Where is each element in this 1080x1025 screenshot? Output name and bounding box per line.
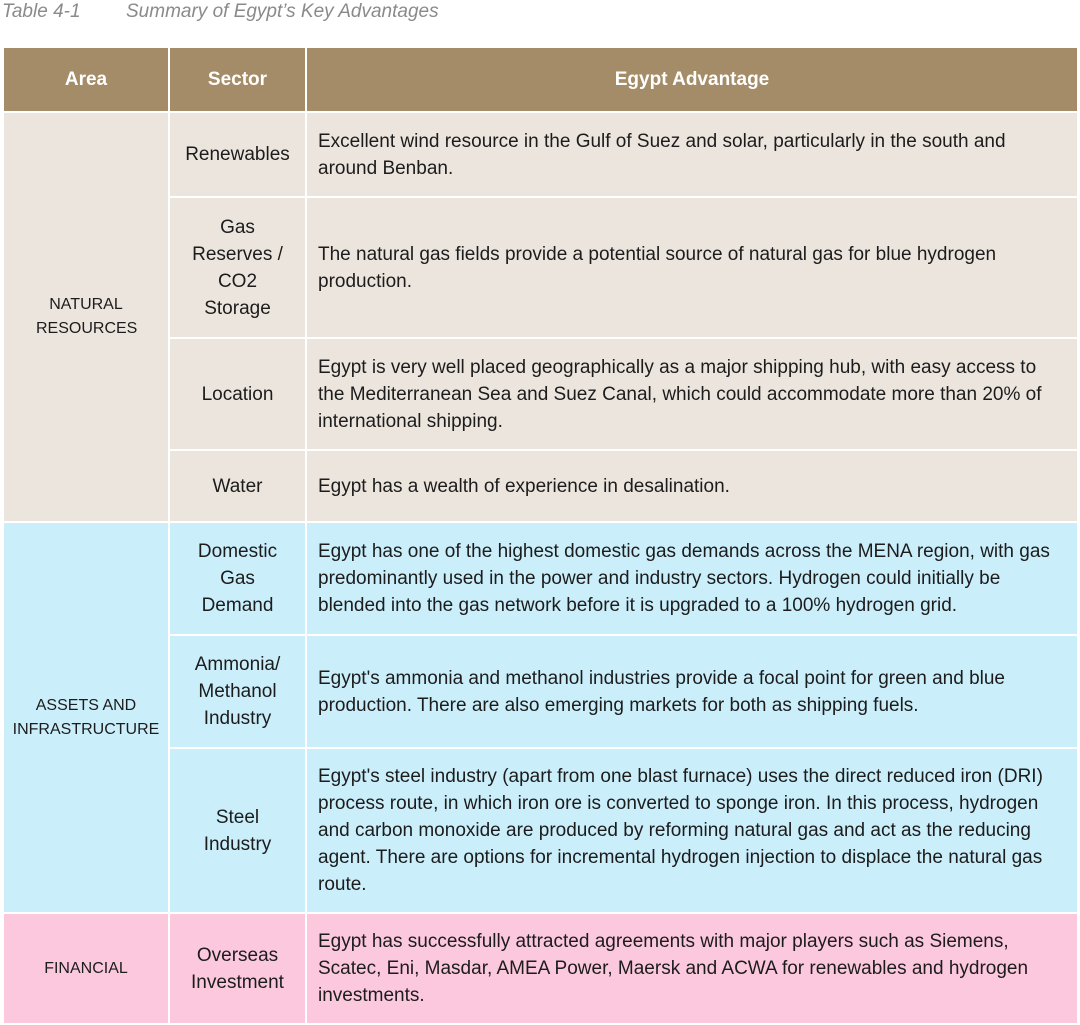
advantage-cell xyxy=(306,112,1078,197)
advantage-cell xyxy=(306,635,1078,748)
advantage-text: Egypt has one of the highest domestic gas demands across the MENA region, with gas predominantly used in the power and industry sectors. Hydrogen could initially be blended into the gas network before it is upgraded to a 100% hydrogen grid. xyxy=(318,541,1050,616)
header-advantage: Egypt Advantage xyxy=(306,47,1078,112)
table-row xyxy=(3,112,1078,197)
sector-cell xyxy=(169,748,306,913)
table-title: Summary of Egypt’s Key Advantages xyxy=(126,1,439,22)
sector-cell xyxy=(169,913,306,1024)
advantage-text: Egypt has successfully attracted agreements with major players such as Siemens, Scatec, Eni, Masdar, AMEA Power, Maersk and ACWA for renewables and hydrogen investments. xyxy=(318,931,1029,1006)
area-financial xyxy=(3,913,169,1024)
advantage-text: Egypt's ammonia and methanol industries provide a focal point for green and blue production. There are also emerging markets for both as shipping fuels. xyxy=(318,667,1005,716)
sector-label: Gas Reserves / CO2 Storage xyxy=(192,216,283,319)
advantage-cell xyxy=(306,338,1078,450)
area-label: ASSETS AND INFRASTRUCTURE xyxy=(12,696,160,738)
table-number: Table 4-1 xyxy=(2,1,81,22)
sector-label: Ammonia/ Methanol Industry xyxy=(194,654,281,729)
advantage-text: Egypt has a wealth of experience in desalination. xyxy=(318,475,730,497)
table-row xyxy=(3,913,1078,1024)
advantages-table xyxy=(2,46,1079,1025)
sector-cell xyxy=(169,450,306,522)
area-label: NATURAL RESOURCES xyxy=(36,296,138,337)
area-label: FINANCIAL xyxy=(44,959,128,977)
sector-label: Water xyxy=(212,475,263,497)
table-row xyxy=(3,522,1078,635)
advantage-text: Egypt's steel industry (apart from one blast furnace) uses the direct reduced iron (DRI) process route, in which iron ore is converted to sponge iron. In this process, hydrogen and carbon monoxide are produced by reforming natural gas and act as the reducing agent. There are options for incremental hydrogen injection to displace the natural gas route. xyxy=(318,766,1043,895)
sector-cell xyxy=(169,338,306,450)
sector-label: Location xyxy=(201,383,274,405)
advantage-text: Excellent wind resource in the Gulf of Suez and solar, particularly in the south and around Benban. xyxy=(318,130,1006,179)
sector-cell xyxy=(169,635,306,748)
sector-label: Renewables xyxy=(185,144,290,165)
advantage-text: The natural gas fields provide a potential source of natural gas for blue hydrogen production. xyxy=(318,243,997,292)
advantage-cell xyxy=(306,748,1078,913)
advantage-cell xyxy=(306,450,1078,522)
area-assets-infrastructure xyxy=(3,522,169,913)
sector-cell xyxy=(169,522,306,635)
header-area: Area xyxy=(3,47,169,112)
sector-label: Overseas Investment xyxy=(191,944,284,993)
header-sector: Sector xyxy=(169,47,306,112)
advantage-text: Egypt is very well placed geographically as a major shipping hub, with easy access to the Mediterranean Sea and Suez Canal, which could accommodate more than 20% of international shipping. xyxy=(318,356,1042,432)
header-row xyxy=(3,47,1078,112)
sector-cell xyxy=(169,112,306,197)
sector-label: Domestic Gas Demand xyxy=(197,541,278,616)
sector-label: Steel Industry xyxy=(203,806,272,855)
advantage-cell xyxy=(306,197,1078,338)
sector-cell xyxy=(169,197,306,338)
area-natural-resources xyxy=(3,112,169,522)
advantage-cell xyxy=(306,522,1078,635)
advantage-cell xyxy=(306,913,1078,1024)
